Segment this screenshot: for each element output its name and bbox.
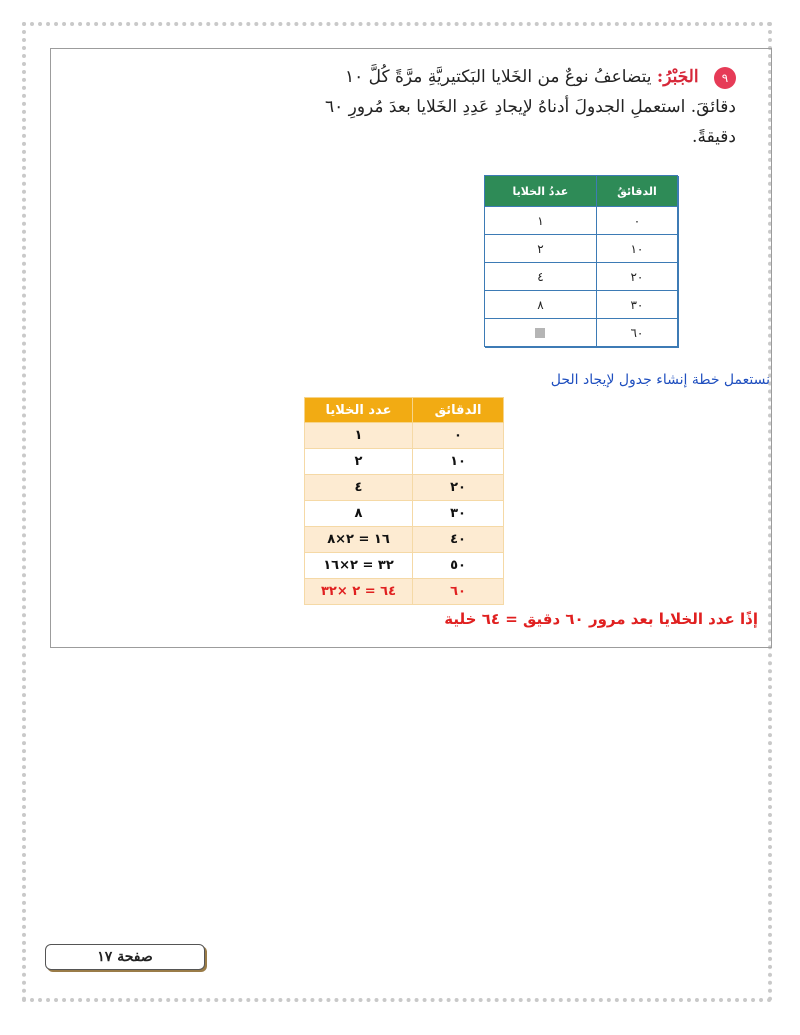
book-table-cells-unknown <box>485 319 597 347</box>
solution-minutes: ٤٠ <box>413 527 504 553</box>
problem-number-badge: ٩ <box>714 67 736 89</box>
book-table <box>484 175 678 347</box>
solution-minutes: ١٠ <box>413 449 504 475</box>
book-table-minutes: ٢٠ <box>596 263 677 291</box>
book-table-cells: ١ <box>485 207 597 235</box>
table-row <box>305 501 504 527</box>
solution-cells: ٣٢ = ٢×١٦ <box>305 553 413 579</box>
unknown-placeholder-box <box>535 328 545 338</box>
book-table-cells: ٢ <box>485 235 597 263</box>
table-row <box>485 235 678 263</box>
table-row <box>305 449 504 475</box>
problem-text: يتضاعفُ نوعٌ من الخَلايا البَكتيريَّةِ مرَّةً كُلَّ ١٠ دقائقَ. استعملِ الجدولَ أدناهُ لإيجادِ عَدِدِ الخَلايا بعدَ مُرورِ ٦٠ دقيقةً. <box>324 67 736 147</box>
solution-cells: ٢ <box>305 449 413 475</box>
table-row-final <box>305 579 504 605</box>
book-table-header-row <box>485 176 678 207</box>
solution-table-header-minutes: الدقائق <box>413 398 504 423</box>
solution-cells: ١ <box>305 423 413 449</box>
solution-minutes: ٥٠ <box>413 553 504 579</box>
book-table-minutes: ١٠ <box>596 235 677 263</box>
table-row <box>485 291 678 319</box>
book-table-header-minutes: الدقائقُ <box>596 176 677 207</box>
solution-cells: ٤ <box>305 475 413 501</box>
book-table-minutes: ٦٠ <box>596 319 677 347</box>
strategy-text: نستعمل خطة إنشاء جدول لإيجاد الحل <box>550 372 770 388</box>
table-row <box>305 475 504 501</box>
book-table-header-cells: عددُ الخلايا <box>485 176 597 207</box>
solution-table-header-row <box>305 398 504 423</box>
table-row <box>305 423 504 449</box>
solution-table-header-cells: عدد الخلايا <box>305 398 413 423</box>
solution-cells: ٨ <box>305 501 413 527</box>
problem-topic: الجَبْرُ: <box>656 67 699 87</box>
solution-cells: ١٦ = ٢×٨ <box>305 527 413 553</box>
table-row <box>485 319 678 347</box>
page-number-badge: صفحة ١٧ <box>45 944 205 970</box>
table-row <box>305 527 504 553</box>
solution-minutes: ٠ <box>413 423 504 449</box>
table-row <box>485 263 678 291</box>
solution-cells: ٦٤ = ٢ ×٣٢ <box>305 579 413 605</box>
book-table-minutes: ٠ <box>596 207 677 235</box>
book-table-cells: ٨ <box>485 291 597 319</box>
conclusion-text: إذًا عدد الخلايا بعد مرور ٦٠ دقيق = ٦٤ خلية <box>444 610 758 628</box>
problem-statement <box>316 62 736 152</box>
table-row <box>305 553 504 579</box>
solution-minutes: ٢٠ <box>413 475 504 501</box>
book-table-minutes: ٣٠ <box>596 291 677 319</box>
table-row <box>485 207 678 235</box>
solution-table <box>304 397 504 605</box>
solution-minutes: ٣٠ <box>413 501 504 527</box>
book-table-cells: ٤ <box>485 263 597 291</box>
solution-minutes: ٦٠ <box>413 579 504 605</box>
